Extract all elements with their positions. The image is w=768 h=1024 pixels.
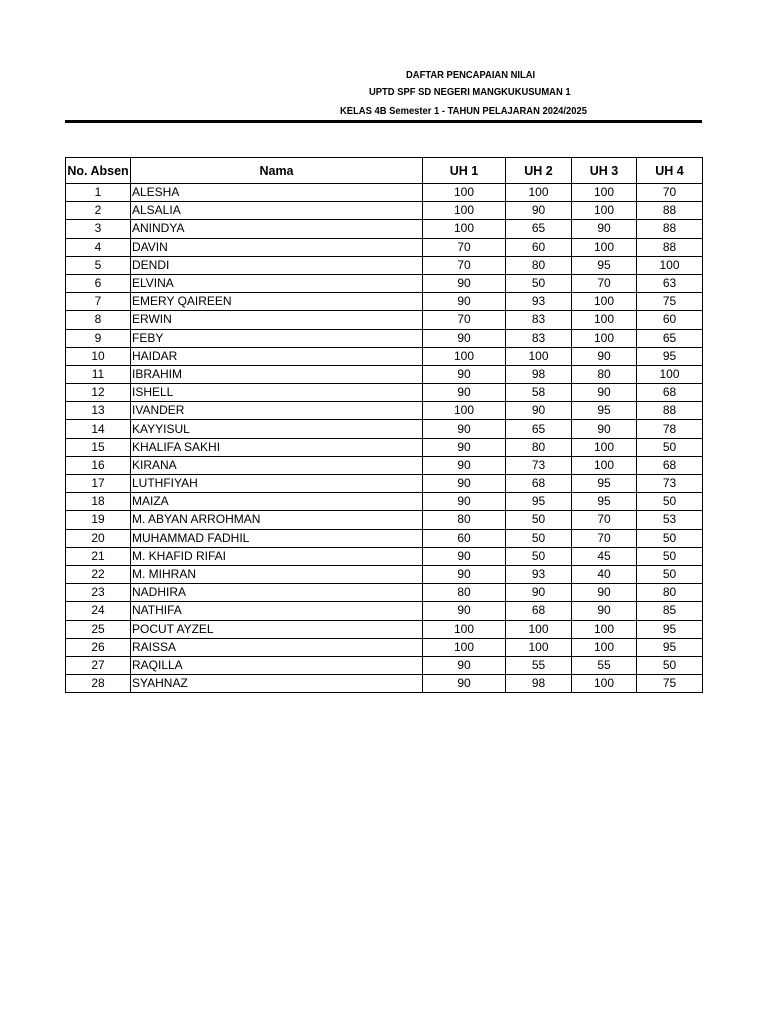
cell-uh2: 80 (506, 256, 572, 274)
cell-no-absen: 16 (66, 456, 131, 474)
cell-uh1: 90 (423, 329, 506, 347)
table-row (66, 238, 703, 256)
cell-no-absen: 6 (66, 274, 131, 292)
cell-uh2: 80 (506, 438, 572, 456)
cell-uh3: 100 (572, 620, 637, 638)
cell-nama: IBRAHIM (131, 365, 423, 383)
cell-uh1: 60 (423, 529, 506, 547)
cell-uh2: 68 (506, 475, 572, 493)
cell-uh4: 75 (637, 675, 703, 693)
cell-uh3: 70 (572, 274, 637, 292)
cell-uh3: 90 (572, 220, 637, 238)
cell-uh4: 50 (637, 438, 703, 456)
cell-uh3: 70 (572, 511, 637, 529)
cell-nama: ALSALIA (131, 202, 423, 220)
cell-uh4: 88 (637, 220, 703, 238)
cell-nama: LUTHFIYAH (131, 475, 423, 493)
table-row (66, 565, 703, 583)
cell-uh2: 58 (506, 384, 572, 402)
cell-uh2: 90 (506, 584, 572, 602)
cell-uh1: 100 (423, 220, 506, 238)
cell-nama: RAISSA (131, 638, 423, 656)
header-divider (65, 120, 702, 123)
cell-uh1: 90 (423, 602, 506, 620)
cell-nama: M. KHAFID RIFAI (131, 547, 423, 565)
cell-uh4: 88 (637, 402, 703, 420)
cell-uh4: 68 (637, 384, 703, 402)
table-header-row (66, 158, 703, 184)
cell-nama: ELVINA (131, 274, 423, 292)
cell-uh2: 50 (506, 529, 572, 547)
cell-uh4: 88 (637, 202, 703, 220)
cell-uh2: 95 (506, 493, 572, 511)
cell-uh2: 73 (506, 456, 572, 474)
cell-uh1: 70 (423, 311, 506, 329)
cell-uh2: 83 (506, 329, 572, 347)
table-row (66, 620, 703, 638)
cell-uh1: 100 (423, 202, 506, 220)
cell-uh3: 80 (572, 365, 637, 383)
cell-no-absen: 20 (66, 529, 131, 547)
cell-nama: DAVIN (131, 238, 423, 256)
cell-uh1: 70 (423, 256, 506, 274)
cell-uh1: 90 (423, 384, 506, 402)
cell-nama: DENDI (131, 256, 423, 274)
cell-uh3: 100 (572, 311, 637, 329)
cell-no-absen: 11 (66, 365, 131, 383)
cell-uh1: 90 (423, 420, 506, 438)
cell-uh2: 65 (506, 420, 572, 438)
cell-no-absen: 28 (66, 675, 131, 693)
cell-uh3: 95 (572, 475, 637, 493)
cell-uh1: 90 (423, 493, 506, 511)
cell-uh4: 95 (637, 620, 703, 638)
cell-no-absen: 1 (66, 184, 131, 202)
cell-uh2: 60 (506, 238, 572, 256)
cell-uh4: 63 (637, 274, 703, 292)
cell-uh1: 80 (423, 511, 506, 529)
cell-nama: KAYYISUL (131, 420, 423, 438)
cell-uh1: 90 (423, 675, 506, 693)
cell-uh4: 95 (637, 347, 703, 365)
table-row (66, 347, 703, 365)
cell-nama: KHALIFA SAKHI (131, 438, 423, 456)
table-row (66, 384, 703, 402)
cell-no-absen: 14 (66, 420, 131, 438)
cell-nama: RAQILLA (131, 656, 423, 674)
cell-uh4: 88 (637, 238, 703, 256)
cell-uh3: 100 (572, 638, 637, 656)
cell-uh4: 68 (637, 456, 703, 474)
cell-nama: ERWIN (131, 311, 423, 329)
cell-uh4: 50 (637, 529, 703, 547)
cell-uh2: 68 (506, 602, 572, 620)
table-row (66, 475, 703, 493)
column-header-no-absen: No. Absen (66, 158, 131, 184)
table-row (66, 675, 703, 693)
cell-uh2: 100 (506, 620, 572, 638)
class-semester-info: KELAS 4B Semester 1 - TAHUN PELAJARAN 2024/2025 (340, 106, 587, 117)
cell-uh2: 98 (506, 365, 572, 383)
cell-uh2: 55 (506, 656, 572, 674)
cell-uh1: 90 (423, 456, 506, 474)
table-row (66, 493, 703, 511)
cell-uh3: 70 (572, 529, 637, 547)
cell-uh4: 65 (637, 329, 703, 347)
cell-nama: ALESHA (131, 184, 423, 202)
cell-uh4: 53 (637, 511, 703, 529)
cell-uh2: 65 (506, 220, 572, 238)
table-row (66, 511, 703, 529)
table-row (66, 329, 703, 347)
cell-uh3: 90 (572, 384, 637, 402)
cell-uh2: 50 (506, 274, 572, 292)
table-row (66, 274, 703, 292)
cell-uh3: 95 (572, 493, 637, 511)
cell-uh4: 100 (637, 256, 703, 274)
cell-nama: EMERY QAIREEN (131, 293, 423, 311)
cell-uh2: 93 (506, 293, 572, 311)
table-row (66, 602, 703, 620)
cell-nama: NATHIFA (131, 602, 423, 620)
cell-uh4: 100 (637, 365, 703, 383)
table-row (66, 184, 703, 202)
cell-uh1: 90 (423, 475, 506, 493)
cell-no-absen: 8 (66, 311, 131, 329)
cell-no-absen: 3 (66, 220, 131, 238)
cell-no-absen: 10 (66, 347, 131, 365)
cell-no-absen: 19 (66, 511, 131, 529)
cell-uh2: 93 (506, 565, 572, 583)
school-name: UPTD SPF SD NEGERI MANGKUKUSUMAN 1 (369, 87, 571, 98)
column-header-uh2: UH 2 (506, 158, 572, 184)
cell-nama: M. ABYAN ARROHMAN (131, 511, 423, 529)
table-row (66, 420, 703, 438)
table-row (66, 202, 703, 220)
cell-uh4: 70 (637, 184, 703, 202)
table-row (66, 456, 703, 474)
cell-uh3: 95 (572, 402, 637, 420)
cell-uh4: 60 (637, 311, 703, 329)
cell-uh2: 83 (506, 311, 572, 329)
cell-no-absen: 24 (66, 602, 131, 620)
cell-nama: POCUT AYZEL (131, 620, 423, 638)
cell-uh1: 100 (423, 347, 506, 365)
cell-nama: KIRANA (131, 456, 423, 474)
cell-uh3: 55 (572, 656, 637, 674)
document-title: DAFTAR PENCAPAIAN NILAI (406, 70, 536, 81)
column-header-uh1: UH 1 (423, 158, 506, 184)
cell-no-absen: 7 (66, 293, 131, 311)
cell-uh3: 100 (572, 202, 637, 220)
cell-nama: M. MIHRAN (131, 565, 423, 583)
cell-uh4: 78 (637, 420, 703, 438)
cell-uh4: 95 (637, 638, 703, 656)
cell-uh4: 80 (637, 584, 703, 602)
column-header-nama: Nama (131, 158, 423, 184)
cell-uh4: 50 (637, 493, 703, 511)
cell-nama: MUHAMMAD FADHIL (131, 529, 423, 547)
table-row (66, 402, 703, 420)
cell-no-absen: 9 (66, 329, 131, 347)
cell-uh3: 100 (572, 238, 637, 256)
cell-uh3: 40 (572, 565, 637, 583)
cell-uh1: 100 (423, 184, 506, 202)
table-row (66, 638, 703, 656)
table-row (66, 529, 703, 547)
table-row (66, 438, 703, 456)
cell-uh1: 100 (423, 402, 506, 420)
cell-no-absen: 15 (66, 438, 131, 456)
cell-uh3: 100 (572, 329, 637, 347)
cell-uh3: 100 (572, 456, 637, 474)
table-row (66, 293, 703, 311)
cell-nama: NADHIRA (131, 584, 423, 602)
cell-nama: ISHELL (131, 384, 423, 402)
cell-uh2: 100 (506, 347, 572, 365)
cell-uh4: 50 (637, 565, 703, 583)
cell-no-absen: 27 (66, 656, 131, 674)
cell-no-absen: 26 (66, 638, 131, 656)
cell-uh2: 100 (506, 638, 572, 656)
cell-uh3: 90 (572, 584, 637, 602)
table-row (66, 584, 703, 602)
table-row (66, 220, 703, 238)
cell-uh1: 90 (423, 365, 506, 383)
cell-uh1: 90 (423, 656, 506, 674)
cell-uh1: 90 (423, 274, 506, 292)
cell-no-absen: 2 (66, 202, 131, 220)
cell-uh3: 90 (572, 420, 637, 438)
cell-uh1: 90 (423, 438, 506, 456)
cell-uh1: 100 (423, 638, 506, 656)
cell-uh2: 100 (506, 184, 572, 202)
cell-nama: ANINDYA (131, 220, 423, 238)
cell-uh4: 50 (637, 547, 703, 565)
cell-no-absen: 17 (66, 475, 131, 493)
cell-uh4: 73 (637, 475, 703, 493)
cell-nama: IVANDER (131, 402, 423, 420)
column-header-uh3: UH 3 (572, 158, 637, 184)
cell-uh2: 98 (506, 675, 572, 693)
cell-no-absen: 4 (66, 238, 131, 256)
cell-no-absen: 23 (66, 584, 131, 602)
cell-uh3: 90 (572, 602, 637, 620)
column-header-uh4: UH 4 (637, 158, 703, 184)
cell-uh2: 50 (506, 511, 572, 529)
cell-no-absen: 21 (66, 547, 131, 565)
cell-uh4: 75 (637, 293, 703, 311)
table-body (66, 184, 703, 693)
cell-nama: HAIDAR (131, 347, 423, 365)
cell-no-absen: 5 (66, 256, 131, 274)
cell-no-absen: 13 (66, 402, 131, 420)
cell-no-absen: 25 (66, 620, 131, 638)
table-row (66, 365, 703, 383)
cell-uh4: 50 (637, 656, 703, 674)
cell-uh3: 100 (572, 184, 637, 202)
table-row (66, 256, 703, 274)
cell-no-absen: 18 (66, 493, 131, 511)
table-row (66, 656, 703, 674)
cell-uh1: 70 (423, 238, 506, 256)
cell-uh4: 85 (637, 602, 703, 620)
cell-uh1: 80 (423, 584, 506, 602)
cell-uh3: 100 (572, 675, 637, 693)
cell-uh2: 50 (506, 547, 572, 565)
cell-nama: SYAHNAZ (131, 675, 423, 693)
table-row (66, 311, 703, 329)
cell-uh1: 100 (423, 620, 506, 638)
cell-uh3: 100 (572, 438, 637, 456)
cell-uh3: 90 (572, 347, 637, 365)
cell-uh1: 90 (423, 293, 506, 311)
cell-uh2: 90 (506, 202, 572, 220)
cell-uh3: 95 (572, 256, 637, 274)
cell-uh1: 90 (423, 547, 506, 565)
cell-uh3: 45 (572, 547, 637, 565)
table-row (66, 547, 703, 565)
cell-nama: FEBY (131, 329, 423, 347)
cell-uh3: 100 (572, 293, 637, 311)
cell-no-absen: 22 (66, 565, 131, 583)
cell-nama: MAIZA (131, 493, 423, 511)
cell-no-absen: 12 (66, 384, 131, 402)
cell-uh2: 90 (506, 402, 572, 420)
cell-uh1: 90 (423, 565, 506, 583)
grades-table (65, 157, 703, 693)
